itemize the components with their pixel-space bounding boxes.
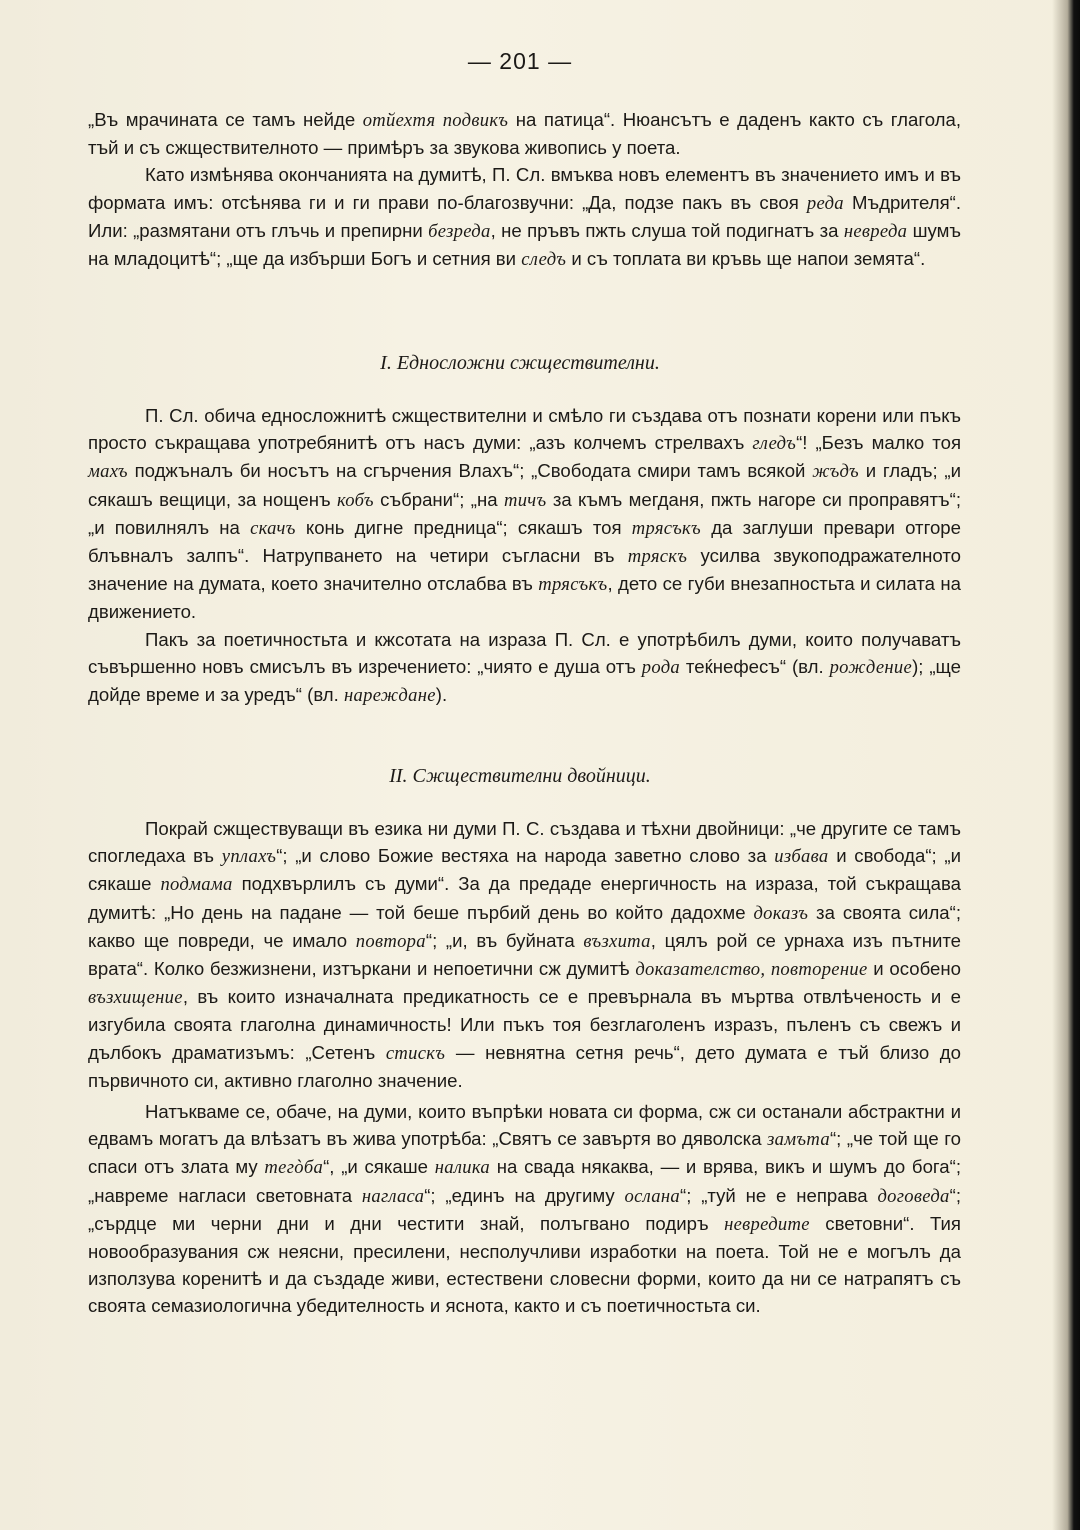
paragraph: Натъкваме се, обаче, на думи, които въпрѣки новата си форма, сж си останали абстрактни и едвамъ могатъ да влѣзатъ въ жива употрѣба: „Святъ се завъртя во дяволска замъта“; „че той ще го спаси отъ злата му тегòба“, „и сякаше налика на свада някаква, — и врява, викъ и шумъ до бога“; „навреме нагласи световната нагласа“; „единъ на другиму ослана“; „туй не е неправа договеда“; „сърдце ми черни дни и дни честити знай, полъгвано подиръ невредите световни“. Тия новообразувания сж неясни, пресилени, несполучливи изработки на поета. Той не е могълъ да използува коренитѣ и да създаде живи, естествени словесни форми, които да ни се натрапятъ съ своята семазиологична убедителность и яснота, както и съ поетичностьта си. [88, 1101, 962, 1317]
emphasized-word: невредите [724, 1213, 810, 1235]
paragraph: „Въ мрачината се тамъ нейде отйехтя подвикъ на патица“. Нюансътъ е даденъ както съ глагола, тъй и съ сжществителното — примѣръ за звукова живопись у поета. [88, 109, 961, 159]
emphasized-word: тегòба [264, 1157, 324, 1179]
page-number: — 201 — [467, 48, 573, 74]
paragraph: П. Сл. обича едносложнитѣ сжществителни и смѣло ги създава отъ познати корени или пъкъ просто съкращава употребянитѣ отъ насъ думи: „азъ колчемъ стрелвахъ гледъ“! „Безъ малко тоя махъ поджъналъ би носътъ на сгърчения Влахъ“; „Свободата смири тамъ всякой жъдъ и гладъ; „и сякашъ вещици, за нощенъ кобъ събрани“; „на тичъ за къмъ мегданя, пжть нагоре си проправятъ“; „и повилнялъ на скачъ конь дигне предница“; сякашъ тоя трясъкъ да заглуши превари отгоре блъвналъ залпъ“. Натрупването на четири съгласни въ тряскъ усилва звукоподражателното значение на думата, което значително отслабва въ трясъкъ, дето се губи внезапностьта и силата на движението. [88, 405, 962, 623]
emphasized-word: отйехтя подвикъ [362, 110, 509, 131]
section-heading: I. Едносложни сжществителни. [380, 352, 660, 374]
emphasized-word: налика [434, 1157, 491, 1179]
emphasized-word: тряскъ [627, 546, 688, 568]
emphasized-word: избава [774, 846, 829, 868]
page-edge-shadow [1052, 0, 1080, 1530]
emphasized-word: следъ [521, 249, 567, 271]
emphasized-word: подмама [160, 874, 233, 896]
emphasized-word: възхита [583, 930, 651, 952]
emphasized-word: жъдъ [812, 461, 859, 483]
emphasized-word: уплахъ [221, 846, 277, 868]
emphasized-word: доказателство, повторение [635, 959, 868, 981]
paragraph: Като измѣнява окончанията на думитѣ, П. Сл. вмъква новъ елементъ въ значението имъ и въ формата имъ: отсѣнява ги и ги прави по-благозвучни: „Да, подзе пакъ въ своя реда Мъдрителя“. Или: „размятани отъ глъчь и препирни безреда, не пръвъ пжть слуша той подигнатъ за невреда шумъ на младоцитѣ“; „ще да избърши Богъ и сетния ви следъ и съ топлата ви кръвь ще напои земята“. [88, 164, 962, 271]
intro-text-block [88, 106, 961, 273]
section-1-text-block [88, 402, 961, 709]
emphasized-word: рождение [829, 656, 913, 678]
emphasized-word: трясъкъ [631, 517, 701, 539]
emphasized-word: рода [641, 656, 681, 678]
emphasized-word: замъта [767, 1129, 830, 1151]
paragraph: Пакъ за поетичностьта и кжсотата на израза П. Сл. е употрѣбилъ думи, които получаватъ съвършенно новъ смисълъ въ изречението: „чиято е душа отъ рода теќнефесъ“ (вл. рождение); „ще дойде време и за уредъ“ (вл. нареждане). [88, 628, 961, 707]
emphasized-word: стискъ [385, 1042, 446, 1064]
emphasized-word: тичъ [503, 489, 547, 511]
section-2-text-block [88, 815, 961, 1320]
emphasized-word: нагласа [361, 1185, 425, 1207]
emphasized-word: невреда [843, 220, 908, 242]
emphasized-word: гледъ [752, 433, 797, 455]
emphasized-word: реда [806, 192, 844, 214]
emphasized-word: възхищение [88, 987, 183, 1009]
section-heading: II. Сжществителни двойници. [389, 765, 651, 787]
emphasized-word: трясъкъ [538, 574, 608, 596]
emphasized-word: махъ [88, 461, 128, 483]
emphasized-word: доказъ [753, 902, 809, 924]
emphasized-word: договеда [877, 1185, 950, 1207]
emphasized-word: безреда [428, 220, 491, 242]
emphasized-word: кобъ [337, 489, 374, 511]
emphasized-word: ослана [624, 1185, 681, 1207]
emphasized-word: скачъ [250, 517, 296, 539]
paragraph: Покрай сжществуващи въ езика ни думи П. С. създава и тѣхни двойници: „че другите се тамъ спогледаха въ уплахъ“; „и слово Божие вестяха на народа заветно слово за избава и свобода“; „и сякаше подмама подхвърлилъ съ думи“. За да предаде енергичность на израза, той съкращава думитѣ: „Но день на падане — той беше пърбий день во който дадохме доказъ за своята сила“; какво ще повреди, че имало повтора“; „и, въ буйната възхита, цялъ рой се урнаха изъ пътните врата“. Колко безжизнени, изтъркани и непоетични сж думитѣ доказателство, повторение и особено възхищение, въ които изначалната предикатность се е превърнала въ мъртва отвлѣченость и е изгубила своята глаголна динамичность! Или пъкъ тоя безглаголенъ изразъ, пъленъ съ свежъ и дълбокъ драматизъмъ: „Сетенъ стискъ — невнятна сетня речь“, дето думата е тъй близо до първичното си, активно глаголно значение. [88, 818, 962, 1091]
emphasized-word: нареждане [343, 685, 436, 707]
emphasized-word: повтора [355, 930, 426, 952]
